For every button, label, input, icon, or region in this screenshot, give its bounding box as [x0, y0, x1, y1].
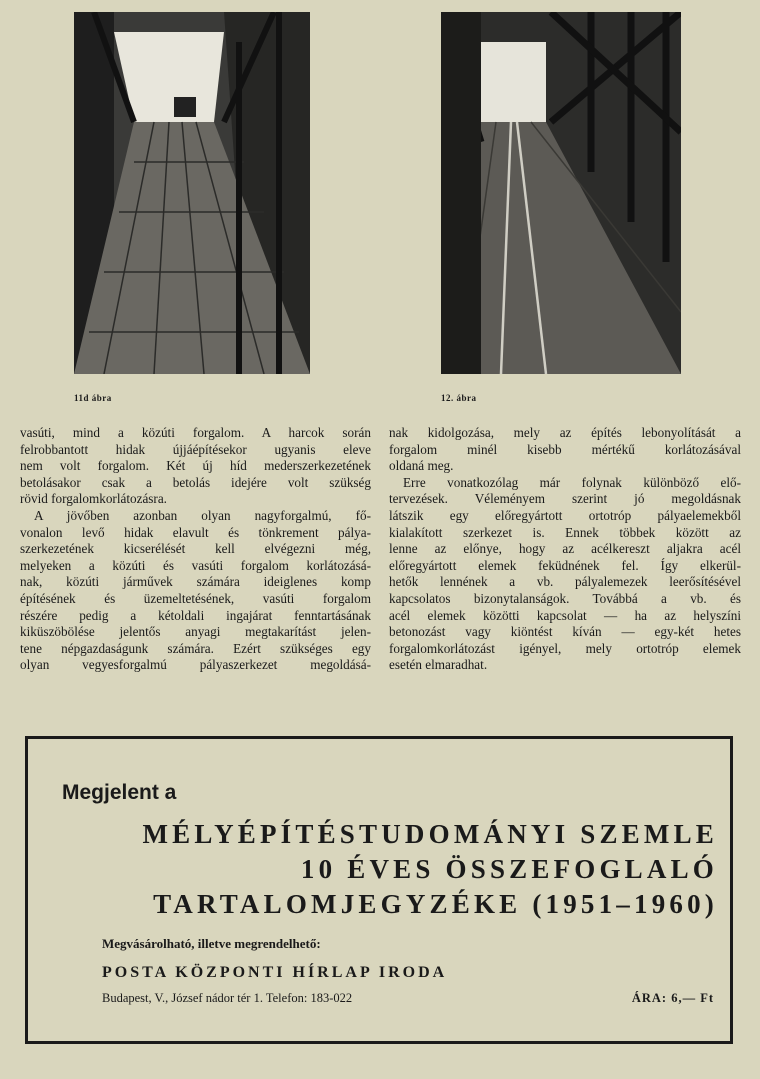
text-line: építésének és üzemeltetésének, vasúti forgalom	[20, 590, 371, 606]
text-line: esetén elmaradhat.	[389, 657, 488, 673]
text-line: hetők lennének a vb. pályalemezek leerősítésével	[389, 574, 741, 590]
text-line: tene népgazdaságunk számára. Ezért szükséges egy	[20, 640, 371, 656]
text-line: betolásakor csak a betolás idejére volt szükség	[20, 474, 371, 490]
figure-12-photo	[441, 12, 681, 374]
ad-office: POSTA KÖZPONTI HÍRLAP IRODA	[102, 964, 448, 981]
text-line: forgalomkorlátozást igényel, mely ortotróp elemek	[389, 640, 741, 656]
figure-12-caption: 12. ábra	[441, 393, 477, 403]
ad-title	[78, 817, 718, 922]
text-line: nak, közúti járművek számára ideiglenes komp	[20, 574, 371, 590]
text-line: vonalon levő hidak elavult és tönkrement pálya-	[20, 524, 371, 540]
advertisement-box	[25, 736, 733, 1044]
text-line: előregyártott elemek feküdnének fel. Így elkerül-	[389, 557, 741, 573]
text-line: forgalom minél kisebb mértékű korlátozásával	[389, 441, 741, 457]
text-line: nem volt forgalom. Két új híd mederszerkezetének	[20, 458, 371, 474]
text-line: A jövőben azonban olyan nagyforgalmú, fő-	[34, 507, 371, 523]
text-line: rövid forgalomkorlátozásra.	[20, 491, 167, 507]
figure-11d-caption: 11d ábra	[74, 393, 112, 403]
text-line: tervezések. Véleményem szerint jó megoldásnak	[389, 491, 741, 507]
text-line: olyan vegyesforgalmú pályaszerkezet megoldásá-	[20, 657, 371, 673]
text-column-right	[389, 425, 741, 674]
text-line: acél elemek közötti kapcsolat — ha az helyszíni	[389, 607, 741, 623]
text-line: vasúti, mind a közúti forgalom. A harcok során	[20, 425, 371, 440]
ad-title-line: 10 ÉVES ÖSSZEFOGLALÓ	[300, 854, 718, 884]
ad-price: ÁRA: 6,— Ft	[631, 991, 714, 1005]
text-line: betonozást vagy kiöntést kíván — egy-két hetes	[389, 624, 741, 640]
ad-title-line: MÉLYÉPÍTÉSTUDOMÁNYI SZEMLE	[142, 819, 718, 849]
text-line: Erre vonatkozólag már folynak különböző elő-	[403, 474, 741, 490]
figure-11d-photo	[74, 12, 310, 374]
ad-lead: Megjelent a	[62, 781, 177, 804]
text-line: lenne az előnye, hogy az acélkereszt aljakra acél	[389, 541, 741, 557]
ad-title-line: TARTALOMJEGYZÉKE (1951–1960)	[153, 889, 718, 919]
text-line: felrobbantott hidak újjáépítésekor ugyanis eleve	[20, 441, 371, 457]
ad-address: Budapest, V., József nádor tér 1. Telefon: 183-022	[102, 991, 353, 1005]
text-line: látszik egy előregyártott ortotróp pályaelemekből	[389, 507, 741, 523]
text-line: kialakított szerkezet is. Ennek többek között az	[389, 524, 741, 540]
ad-buy-text: Megvásárolható, illetve megrendelhető:	[102, 936, 321, 951]
text-line: kiküszöbölése jelentős anyagi megtakarítást jelen-	[20, 624, 371, 640]
text-line: szerkezetének kicserélését kell elvégezni még,	[20, 541, 371, 557]
text-column-left	[20, 425, 371, 674]
text-line: részére pedig a kétoldali ingajárat fenntartásának	[20, 607, 371, 623]
text-line: nak kidolgozása, mely az építés lebonyolítását a	[389, 425, 741, 440]
text-line: kapcsolatos bizonytalanságok. Továbbá a vb. és	[389, 590, 741, 606]
text-line: melyeken a közúti és vasúti forgalom korlátozásá-	[20, 557, 371, 573]
text-line: oldaná meg.	[389, 458, 454, 474]
